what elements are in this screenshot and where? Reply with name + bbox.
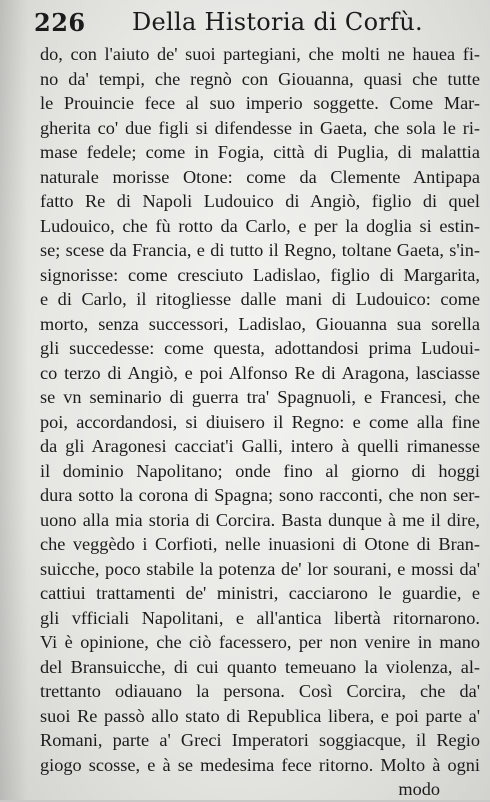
text-line: dura sotto la corona di Spagna; sono racconti, che non ser- — [40, 485, 480, 505]
text-line: gherita co' due figli si difendesse in Gaeta, che sola le ri- — [40, 117, 480, 138]
text-line: il dominio Napolitano; onde fino al giorno di hoggi — [40, 460, 480, 481]
text-line: Vi è opinione, che ciò facessero, per non venire in mano — [40, 632, 480, 652]
text-line: mase fedele; come in Fogia, città di Puglia, di malattia — [40, 142, 480, 162]
body-text — [40, 42, 480, 802]
page-header — [34, 8, 480, 42]
text-line: da gli Aragonesi cacciat'i Galli, intero à quelli rimanesse — [40, 436, 480, 456]
text-line: Romani, parte a' Greci Imperatori soggiacque, il Regio — [40, 730, 480, 750]
text-line: do, con l'aiuto de' suoi partegiani, che molti ne hauea fi- — [40, 44, 480, 64]
text-line: se vn seminario di guerra tra' Spagnuoli, e Francesi, che — [40, 387, 480, 407]
text-line: Ludouico, che fù rotto da Carlo, e per la doglia si estin- — [40, 215, 480, 236]
text-line: uono alla mia storia di Corcira. Basta dunque à me il dire, — [40, 509, 480, 530]
text-line: che veggèdo i Corfioti, nelle inuasioni di Otone di Bran- — [40, 534, 480, 554]
text-line: no da' tempi, che regnò con Giouanna, quasi che tutte — [40, 68, 480, 89]
running-title: Della Historia di Corfù. — [132, 8, 423, 36]
text-line: e di Carlo, il ritogliesse dalle mani di Ludouico: come — [40, 289, 480, 309]
text-line: poi, accordandosi, si diuisero il Regno: e come alla fine — [40, 411, 480, 432]
gutter-shadow — [0, 0, 28, 800]
text-line: gli vfficiali Napolitani, e all'antica libertà ritornarono. — [40, 607, 480, 628]
text-line: co terzo di Angiò, e poi Alfonso Re di Aragona, lasciasse — [40, 362, 480, 383]
text-line: suoi Re passò allo stato di Republica libera, e poi parte a' — [40, 705, 480, 726]
text-line: trettanto odiauano la persona. Così Corcira, che da' — [40, 681, 480, 701]
text-line: le Prouincie fece al suo imperio soggette. Come Mar- — [40, 93, 480, 113]
text-line: naturale morisse Otone: come da Clemente Antipapa — [40, 166, 480, 187]
catchword: modo — [398, 779, 440, 799]
page-number: 226 — [34, 8, 86, 37]
text-line: del Bransuicche, di cui quanto temeuano la violenza, al- — [40, 656, 480, 677]
text-line: cattiui trattamenti de' ministri, cacciarono le guardie, e — [40, 583, 480, 603]
text-line: morto, senza successori, Ladislao, Giouanna sua sorella — [40, 313, 480, 334]
text-line: giogo scosse, e à se medesima fece ritorno. Molto à ogni — [40, 754, 480, 775]
text-line: signorisse: come cresciuto Ladislao, figlio di Margarita, — [40, 264, 480, 285]
text-line: gli succedesse: come questa, adottandosi prima Ludoui- — [40, 338, 480, 358]
text-line: suicche, poco stabile la potenza de' lor sourani, e mossi da' — [40, 558, 480, 579]
text-line: fatto Re di Napoli Ludouico di Angiò, figlio di quel — [40, 191, 480, 211]
text-line: se; scese da Francia, e di tutto il Regno, toltane Gaeta, s'in- — [40, 240, 480, 260]
